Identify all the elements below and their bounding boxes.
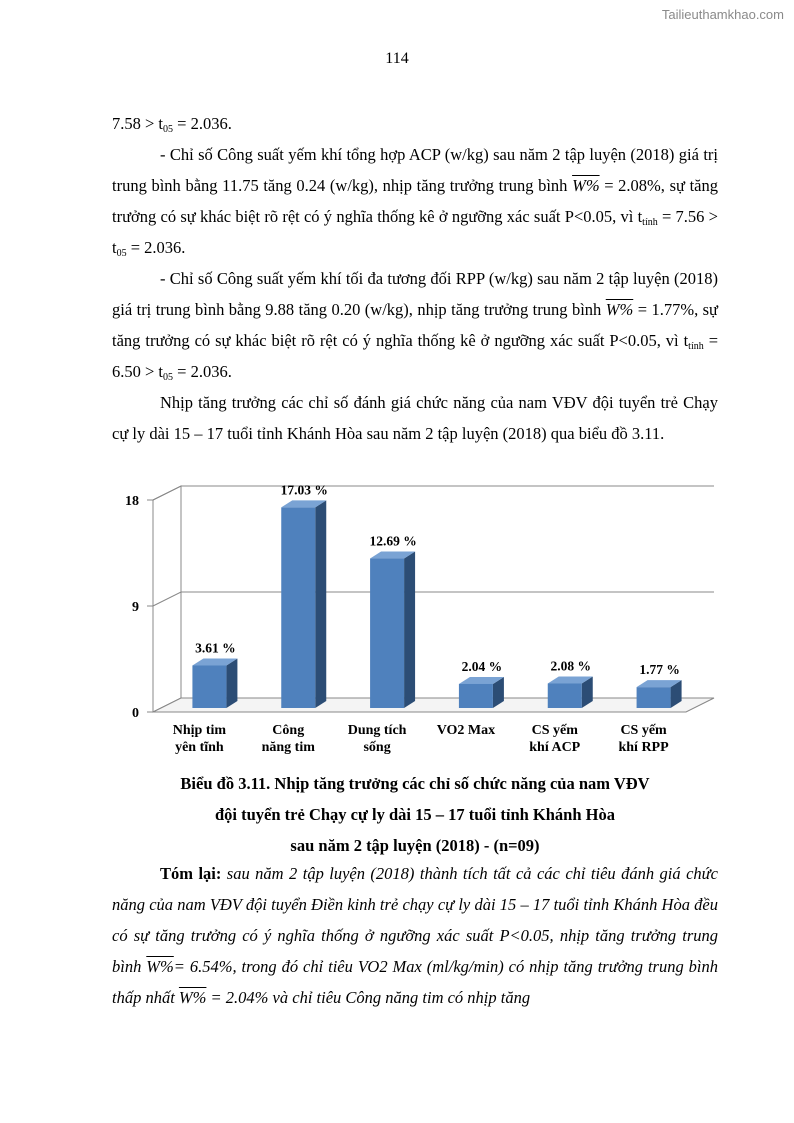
paragraph-continuation: $7.58 > t_{05} = 2.036$.: [112, 114, 232, 135]
x-category-label: khí RPP: [618, 740, 669, 755]
data-label: 3.61 %: [195, 640, 236, 656]
caption-line-1: Biểu đồ 3.11. Nhịp tăng trưởng các chỉ số chức năng của nam VĐV: [180, 774, 650, 793]
bar-side: [315, 500, 326, 708]
paragraph-acp: - Chỉ số Công suất yếm khí tổng hợp ACP (w/kg) sau năm 2 tập luyện (2018) giá trị trung bình bằng 11.75 tăng 0.24 (w/kg), nhịp tăng trưởng trung bình W% = 2.08%, sự tăng trưởng có sự khác biệt rõ rệt có ý nghĩa thống kê ở ngưỡng xác suất P<0.05, vì $t_{tính} = 7.56 > t_{05} = 2.036$.: [112, 145, 718, 259]
bar: [637, 687, 671, 708]
data-label: 12.69 %: [369, 533, 417, 549]
x-category-label: Nhịp tim: [172, 723, 227, 738]
x-category-label: sống: [363, 740, 391, 755]
data-label: 2.04 %: [461, 658, 503, 674]
bar: [548, 684, 582, 708]
watermark: Tailieuthamkhao.com: [661, 7, 784, 22]
paragraph-intro: Nhịp tăng trưởng các chỉ số đánh giá chức năng của nam VĐV đội tuyển trẻ Chạy cự ly dài 15 – 17 tuổi tỉnh Khánh Hòa sau năm 2 tập luyện (2018) qua biểu đồ 3.11.: [112, 393, 718, 443]
bar: [370, 559, 404, 708]
gridline: [153, 486, 714, 500]
x-category-label: CS yếm: [620, 723, 667, 738]
caption-line-3: sau năm 2 tập luyện (2018) - (n=09): [290, 836, 540, 855]
body-text: [112, 108, 718, 449]
summary-paragraph: Tóm lại: sau năm 2 tập luyện (2018) thành tích tất cả các chỉ tiêu đánh giá chức năng của nam VĐV đội tuyển Điền kinh trẻ chạy cự ly dài 15 – 17 tuổi tỉnh Khánh Hòa đều có sự tăng trưởng có ý nghĩa thống ở ngưỡng xác suất P<0.05, nhịp tăng trưởng trung bình W%= 6.54%, trong đó chỉ tiêu VO2 Max (ml/kg/min) có nhịp tăng trưởng trung bình thấp nhất W% = 2.04% và chỉ tiêu Công năng tim có nhịp tăng: [112, 864, 718, 1007]
y-tick-label: 18: [125, 494, 139, 509]
summary-lead: Tóm lại:: [160, 864, 222, 883]
bar: [459, 684, 493, 708]
data-label: 2.08 %: [550, 658, 591, 674]
caption-line-2: đội tuyển trẻ Chạy cự ly dài 15 – 17 tuổi tỉnh Khánh Hòa: [215, 805, 615, 824]
chart-bars: [192, 500, 681, 708]
y-tick-label: 9: [132, 600, 139, 615]
x-category-label: Dung tích: [347, 723, 407, 738]
growth-rate-chart: [108, 470, 720, 760]
bar-side: [404, 552, 415, 708]
x-category-label: CS yếm: [531, 723, 578, 738]
data-label: 1.77 %: [639, 662, 680, 678]
bar: [192, 665, 226, 708]
bar: [281, 507, 315, 708]
x-category-label: khí ACP: [529, 740, 581, 755]
page-number: 114: [385, 50, 409, 67]
x-category-label: yên tĩnh: [175, 740, 224, 755]
x-category-label: VO2 Max: [436, 723, 496, 738]
figure-caption: [112, 768, 718, 861]
gridline: [153, 592, 714, 606]
paragraph-rpp: - Chỉ số Công suất yếm khí tối đa tương đối RPP (w/kg) sau năm 2 tập luyện (2018) giá trị trung bình bằng 9.88 tăng 0.20 (w/kg), nhịp tăng trưởng trung bình W% = 1.77%, sự tăng trưởng có sự khác biệt rõ rệt có ý nghĩa thống kê ở ngưỡng xác suất P<0.05, vì $t_{tính} = 6.50 > t_{05} = 2.036$.: [112, 269, 719, 383]
x-category-label: Công: [272, 723, 305, 738]
y-tick-label: 0: [132, 706, 139, 721]
x-category-label: năng tim: [261, 740, 315, 755]
data-label: 17.03 %: [280, 482, 328, 498]
bar-side: [226, 658, 237, 708]
